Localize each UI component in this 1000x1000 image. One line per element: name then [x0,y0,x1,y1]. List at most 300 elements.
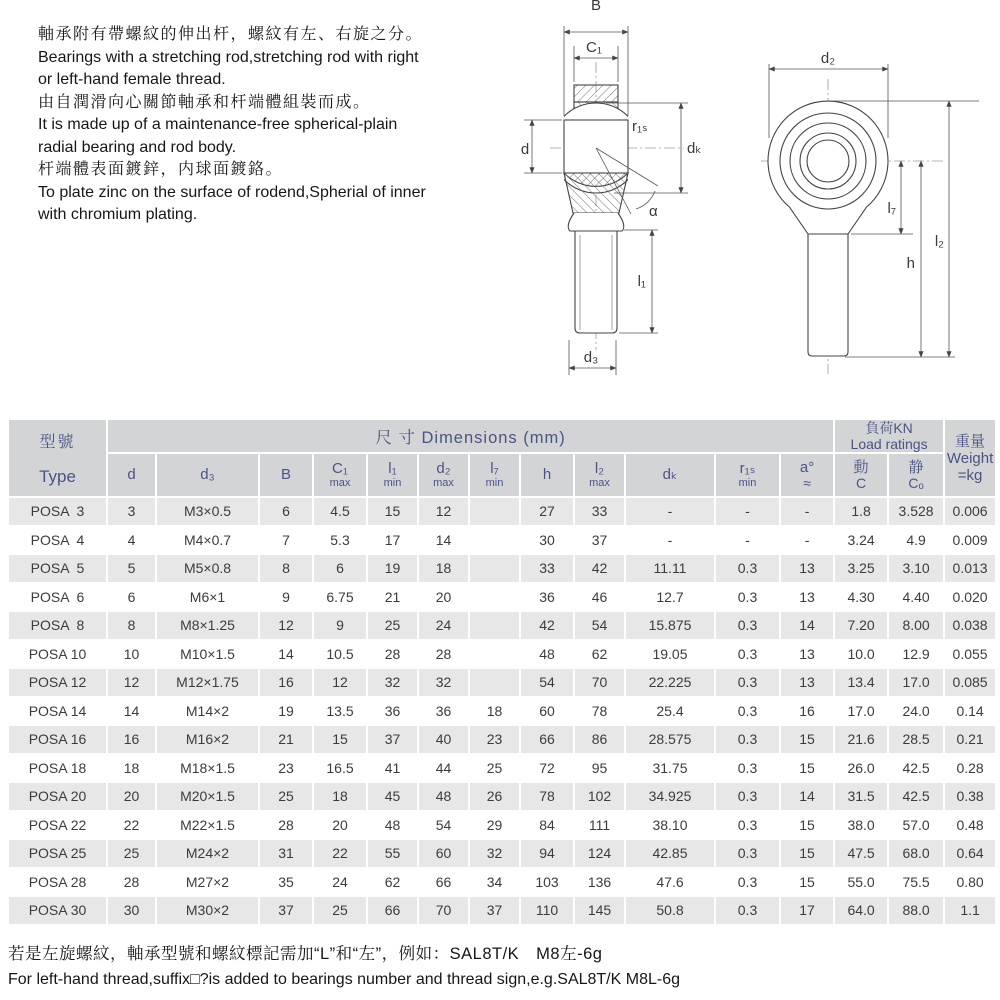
value-cell: 103 [521,869,573,896]
side-view-drawing [753,16,1000,391]
table-row [9,698,995,725]
value-cell: 37 [470,897,519,924]
value-cell: 3 [108,498,155,525]
value-cell: 111 [575,812,624,839]
value-cell: 78 [575,698,624,725]
value-cell: 45 [368,783,417,810]
value-cell: M18×1.5 [157,755,258,782]
type-header-zh: 型號 [39,433,76,451]
dim-label-l2: l₂ [934,233,944,250]
value-cell: 35 [260,869,312,896]
value-cell: 15 [368,498,417,525]
value-cell: 0.3 [716,726,779,753]
value-cell: 25 [108,840,155,867]
value-cell: 18 [108,755,155,782]
value-cell: 5 [108,555,155,582]
value-cell: 14 [781,783,833,810]
col-header-static-Co: 静 Cₒ [889,454,943,496]
value-cell: 12.7 [626,584,714,611]
col-header-a: a° ≈ [781,454,833,496]
value-cell: 32 [419,669,468,696]
value-cell: 0.3 [716,869,779,896]
col-header-r1s: r₁ₛ min [716,454,779,496]
value-cell: 48 [521,641,573,668]
value-cell: 0.3 [716,840,779,867]
value-cell: 0.80 [945,869,995,896]
intro-line: It is made up of a maintenance-free spherical-plain [38,116,398,133]
value-cell: 66 [368,897,417,924]
value-cell: 16 [260,669,312,696]
value-cell: 25 [470,755,519,782]
col-header-B: B [260,454,312,496]
table-row [9,897,995,924]
value-cell: 1.8 [835,498,887,525]
type-cell: POSA 30 [9,897,106,924]
value-cell: 0.38 [945,783,995,810]
value-cell: 17 [781,897,833,924]
table-row [9,755,995,782]
col-header-type [9,420,106,496]
value-cell: 3.24 [835,527,887,554]
table-row [9,783,995,810]
col-header-C1: C₁ max [314,454,366,496]
dim-label-alpha: α [649,203,658,220]
value-cell: 28 [260,812,312,839]
col-header-l7: l₇ min [470,454,519,496]
value-cell: 0.3 [716,555,779,582]
table-row [9,527,995,554]
value-cell: - [716,498,779,525]
value-cell: 10.0 [835,641,887,668]
intro-line: To plate zinc on the surface of rodend,Spherial of inner [38,183,426,201]
value-cell: 0.3 [716,783,779,810]
value-cell: 10 [108,641,155,668]
value-cell: 15 [314,726,366,753]
type-cell: POSA 28 [9,869,106,896]
value-cell: 50.8 [626,897,714,924]
value-cell: 47.5 [835,840,887,867]
footer-notes [8,941,998,993]
value-cell: 62 [575,641,624,668]
intro-line: 杆端體表面鍍鋅，内球面鍍鉻。 [38,161,284,178]
value-cell: 3.10 [889,555,943,582]
dim-label-C1: C₁ [586,39,602,56]
table-row [9,869,995,896]
footer-note-zh: 若是左旋螺紋，軸承型號和螺紋標記需加“L”和“左”，例如：SAL8T/K M8左-6g [8,945,603,963]
value-cell: 60 [419,840,468,867]
value-cell: 0.3 [716,755,779,782]
value-cell: 17.0 [889,669,943,696]
value-cell: 24.0 [889,698,943,725]
table-row [9,812,995,839]
value-cell: 37 [575,527,624,554]
value-cell: 22 [314,840,366,867]
value-cell: 34.925 [626,783,714,810]
value-cell: 12 [260,612,312,639]
intro-line: with chromium plating. [38,206,198,223]
type-cell: POSA 10 [9,641,106,668]
value-cell: - [781,498,833,525]
type-cell: POSA 22 [9,812,106,839]
value-cell: 12.9 [889,641,943,668]
value-cell: 29 [470,812,519,839]
value-cell: 15 [781,755,833,782]
value-cell: 20 [314,812,366,839]
value-cell: 42.85 [626,840,714,867]
value-cell: 88.0 [889,897,943,924]
weight-header-unit: =kg [957,466,983,484]
value-cell: 13 [781,641,833,668]
value-cell: 3.25 [835,555,887,582]
value-cell: 47.6 [626,869,714,896]
type-cell: POSA 4 [9,527,106,554]
value-cell: 42.5 [889,755,943,782]
value-cell: 0.28 [945,755,995,782]
value-cell: 31.75 [626,755,714,782]
value-cell: 13 [781,584,833,611]
value-cell: 102 [575,783,624,810]
type-cell: POSA 12 [9,669,106,696]
col-header-d3: d₃ [157,454,258,496]
value-cell: 42.5 [889,783,943,810]
value-cell: M14×2 [157,698,258,725]
value-cell: M6×1 [157,584,258,611]
value-cell: 19 [260,698,312,725]
dim-label-h: h [906,255,915,272]
type-header-en: Type [39,467,76,487]
dim-label-dk: dₖ [687,140,702,157]
side-view-body [768,101,888,356]
value-cell: 13.5 [314,698,366,725]
intro-line: 軸承附有帶螺紋的伸出杆，螺紋有左、右旋之分。 [38,26,424,43]
value-cell: 6 [108,584,155,611]
value-cell: 95 [575,755,624,782]
type-cell: POSA 5 [9,555,106,582]
value-cell: 0.3 [716,612,779,639]
dim-label-B: B [590,0,602,14]
value-cell: - [626,498,714,525]
intro-line: or left-hand female thread. [38,71,226,88]
value-cell: 14 [419,527,468,554]
value-cell: M3×0.5 [157,498,258,525]
value-cell: 18 [419,555,468,582]
value-cell: 34 [470,869,519,896]
value-cell: 86 [575,726,624,753]
value-cell: 62 [368,869,417,896]
value-cell: 7.20 [835,612,887,639]
type-cell: POSA 8 [9,612,106,639]
col-header-d: d [108,454,155,496]
front-view-body [551,85,641,333]
value-cell: 18 [314,783,366,810]
value-cell: 78 [521,783,573,810]
value-cell: 21.6 [835,726,887,753]
value-cell: 10.5 [314,641,366,668]
value-cell: 15 [781,726,833,753]
front-view-drawing [518,0,763,410]
value-cell: 25.4 [626,698,714,725]
value-cell: 7 [260,527,312,554]
load-header-en: Load ratings [850,436,928,452]
value-cell: M20×1.5 [157,783,258,810]
dim-label-d3: d₃ [583,349,599,366]
value-cell: 145 [575,897,624,924]
col-header-dk: dₖ [626,454,714,496]
table-row [9,555,995,582]
value-cell: 4.9 [889,527,943,554]
type-cell: POSA 25 [9,840,106,867]
value-cell: 94 [521,840,573,867]
col-header-l1: l₁ min [368,454,417,496]
value-cell: M30×2 [157,897,258,924]
footer-note-en: For left-hand thread,suffix□?is added to bearings number and thread sign,e.g.SAL8T/K M8L-6g [8,971,680,988]
value-cell: 44 [419,755,468,782]
col-header-l2: l₂ max [575,454,624,496]
value-cell: M22×1.5 [157,812,258,839]
weight-header-en: Weight [946,449,994,467]
value-cell: 0.055 [945,641,995,668]
table-row [9,612,995,639]
dim-label-d: d [520,141,530,158]
value-cell: 37 [368,726,417,753]
value-cell: 36 [419,698,468,725]
value-cell: 19.05 [626,641,714,668]
value-cell: 66 [521,726,573,753]
value-cell: 6.75 [314,584,366,611]
value-cell: 16 [108,726,155,753]
type-cell: POSA 14 [9,698,106,725]
value-cell: 13.4 [835,669,887,696]
value-cell: 0.48 [945,812,995,839]
table-row [9,840,995,867]
type-cell: POSA 6 [9,584,106,611]
value-cell: 28.5 [889,726,943,753]
value-cell: 40 [419,726,468,753]
value-cell: 8 [260,555,312,582]
load-header-zh: 負荷KN [865,420,913,436]
table-row [9,669,995,696]
value-cell: 0.085 [945,669,995,696]
value-cell: 110 [521,897,573,924]
table-row [9,498,995,525]
value-cell: 0.009 [945,527,995,554]
value-cell: 0.64 [945,840,995,867]
value-cell: 15 [781,869,833,896]
value-cell: 8.00 [889,612,943,639]
value-cell: 36 [368,698,417,725]
value-cell: 24 [419,612,468,639]
value-cell: 57.0 [889,812,943,839]
weight-header-zh: 重量 [955,432,986,450]
value-cell: 38.10 [626,812,714,839]
value-cell: 6 [260,498,312,525]
value-cell: 55 [368,840,417,867]
value-cell: 0.020 [945,584,995,611]
value-cell: M5×0.8 [157,555,258,582]
value-cell: 0.3 [716,698,779,725]
value-cell: 27 [521,498,573,525]
table-row [9,726,995,753]
value-cell: M12×1.75 [157,669,258,696]
value-cell: 0.038 [945,612,995,639]
value-cell: 60 [521,698,573,725]
value-cell: 4.30 [835,584,887,611]
value-cell: 30 [108,897,155,924]
value-cell: 14 [781,612,833,639]
value-cell: 9 [314,612,366,639]
value-cell [470,555,519,582]
value-cell: 20 [419,584,468,611]
value-cell: 75.5 [889,869,943,896]
value-cell: 5.3 [314,527,366,554]
value-cell: 42 [575,555,624,582]
value-cell: - [626,527,714,554]
value-cell: 28 [108,869,155,896]
dim-label-r1s: r₁ₛ [632,118,648,135]
value-cell: 20 [108,783,155,810]
value-cell: 37 [260,897,312,924]
value-cell: 14 [108,698,155,725]
value-cell: 54 [521,669,573,696]
value-cell: 16 [781,698,833,725]
type-cell: POSA 16 [9,726,106,753]
value-cell: 28.575 [626,726,714,753]
value-cell: 25 [314,897,366,924]
dim-label-l1: l₁ [637,273,646,290]
value-cell: 22.225 [626,669,714,696]
value-cell: 25 [368,612,417,639]
intro-line: Bearings with a stretching rod,stretching rod with right [38,48,419,66]
intro-line: 由自潤滑向心關節軸承和杆端體組裝而成。 [38,93,371,111]
value-cell: 0.006 [945,498,995,525]
value-cell [470,641,519,668]
value-cell: 1.1 [945,897,995,924]
value-cell: 0.21 [945,726,995,753]
value-cell: 55.0 [835,869,887,896]
value-cell: 70 [575,669,624,696]
col-header-dimensions: 尺 寸 Dimensions (mm) [108,420,833,452]
value-cell: 25 [260,783,312,810]
spec-table [7,418,997,926]
value-cell: 4.5 [314,498,366,525]
value-cell: 3.528 [889,498,943,525]
intro-line: radial bearing and rod body. [38,138,237,156]
value-cell: 21 [368,584,417,611]
value-cell: 46 [575,584,624,611]
value-cell: 11.11 [626,555,714,582]
value-cell: 41 [368,755,417,782]
value-cell: 0.3 [716,897,779,924]
value-cell: 15 [781,840,833,867]
value-cell: 0.3 [716,812,779,839]
value-cell: 18 [470,698,519,725]
value-cell: M10×1.5 [157,641,258,668]
value-cell: - [781,527,833,554]
value-cell: 42 [521,612,573,639]
value-cell: 30 [521,527,573,554]
value-cell: 68.0 [889,840,943,867]
value-cell: 28 [419,641,468,668]
value-cell: M4×0.7 [157,527,258,554]
value-cell: 0.013 [945,555,995,582]
value-cell: M8×1.25 [157,612,258,639]
value-cell: 14 [260,641,312,668]
col-header-d2: d₂ max [419,454,468,496]
table-body [9,498,995,924]
value-cell: 22 [108,812,155,839]
value-cell: 16.5 [314,755,366,782]
value-cell: 23 [470,726,519,753]
value-cell: 13 [781,555,833,582]
value-cell: 84 [521,812,573,839]
value-cell: M16×2 [157,726,258,753]
value-cell: 4 [108,527,155,554]
value-cell: 26 [470,783,519,810]
value-cell: 0.3 [716,641,779,668]
value-cell: 64.0 [835,897,887,924]
intro-text [38,24,538,227]
value-cell: M24×2 [157,840,258,867]
value-cell: 136 [575,869,624,896]
value-cell: 48 [419,783,468,810]
value-cell [470,669,519,696]
table-row [9,641,995,668]
value-cell: 31.5 [835,783,887,810]
value-cell: 15 [781,812,833,839]
value-cell: 12 [419,498,468,525]
type-cell: POSA 18 [9,755,106,782]
value-cell: 54 [419,812,468,839]
value-cell: 17 [368,527,417,554]
value-cell: 13 [781,669,833,696]
dim-label-d2: d₂ [820,50,836,67]
value-cell: 33 [521,555,573,582]
value-cell [470,612,519,639]
value-cell: 21 [260,726,312,753]
value-cell: 8 [108,612,155,639]
value-cell: 31 [260,840,312,867]
value-cell: 70 [419,897,468,924]
value-cell: 19 [368,555,417,582]
value-cell: 17.0 [835,698,887,725]
value-cell: 9 [260,584,312,611]
value-cell: 32 [368,669,417,696]
col-header-weight [945,420,995,496]
value-cell: 33 [575,498,624,525]
col-header-dynamic-C: 動 C [835,454,887,496]
value-cell: 0.3 [716,584,779,611]
value-cell: 0.14 [945,698,995,725]
value-cell: 36 [521,584,573,611]
value-cell: 0.3 [716,669,779,696]
value-cell [470,498,519,525]
value-cell: 32 [470,840,519,867]
value-cell: 12 [314,669,366,696]
value-cell: 4.40 [889,584,943,611]
value-cell: 26.0 [835,755,887,782]
value-cell: 66 [419,869,468,896]
value-cell: 24 [314,869,366,896]
value-cell: - [716,527,779,554]
value-cell [470,584,519,611]
type-cell: POSA 20 [9,783,106,810]
value-cell: 23 [260,755,312,782]
col-header-h: h [521,454,573,496]
value-cell: 28 [368,641,417,668]
value-cell: 72 [521,755,573,782]
value-cell: 124 [575,840,624,867]
type-cell: POSA 3 [9,498,106,525]
